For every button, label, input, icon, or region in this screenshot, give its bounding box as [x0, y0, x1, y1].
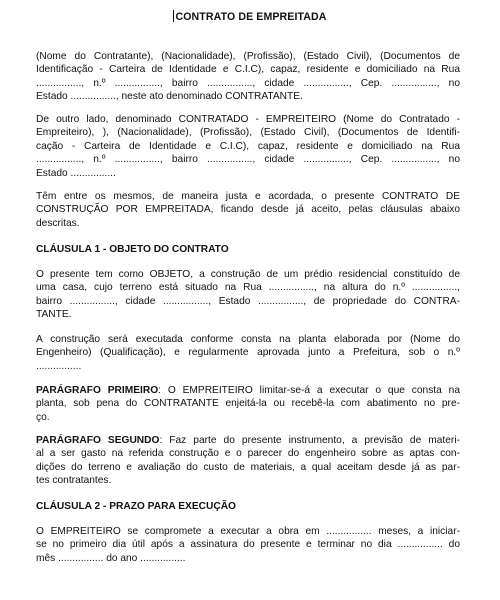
clause-2-heading: CLÁUSULA 2 - PRAZO PARA EXECUÇÃO: [36, 501, 236, 512]
first-paragraph-clause: PARÁGRAFO PRIMEIRO: O EMPREITEIRO limitar-se-á a executar o que consta na planta, sob pena do CONTRATANTE enjeitá-la ou recebê-la com abatimento no pre- ço.: [36, 385, 460, 423]
contratado-paragraph: De outro lado, denominado CONTRATADO - EMPREITEIRO (Nome do Contratado - Empreiteiro), ), (Nacionalidade), (Profissão), (Estado Civil), (Documentos de Identifi- cação - Carteira de Identidade e C.I.C), capaz, residente e domiciliado na Rua ................, n.º ................, bairro ................, cidade ................, Cep. ................, no Estado ................: [36, 114, 460, 179]
contratante-paragraph: (Nome do Contratante), (Nacionalidade), (Profissão), (Estado Civil), (Documentos de Identificação - Carteira de Identidade e C.I.C), capaz, residente e domiciliado na Rua ................, n.º ................, bairro ................, cidade ................, Cep. ................, no Estado ................, neste ato denominado CONTRATANTE.: [36, 51, 460, 103]
document-title: CONTRATO DE EMPREITADA: [175, 11, 327, 23]
second-paragraph-label: PARÁGRAFO SEGUNDO: [36, 435, 160, 446]
construction-plan-paragraph: A construção será executada conforme consta na planta elaborada por (Nome do Engenheiro) (Qualificação), e regularmente aprovada junto a Prefeitura, sob o n.º ................: [36, 334, 460, 372]
second-paragraph-clause: PARÁGRAFO SEGUNDO: Faz parte do presente instrumento, a previsão de materi- al a ser gasto na referida construção e o parecer do engenheiro sobre as aptas con- dições do terreno e avaliação do custo de materiais, a qual aceitam desde já as par- tes contratantes.: [36, 435, 460, 487]
clause-1-heading: CLÁUSULA 1 - OBJETO DO CONTRATO: [36, 244, 229, 255]
first-paragraph-label: PARÁGRAFO PRIMEIRO: [36, 385, 159, 396]
deadline-paragraph: O EMPREITEIRO se compromete a executar a obra em ................ meses, a iniciar- se no primeiro dia útil após a assinatura do presente e terminar no dia ................ do mês ................ do ano ................: [36, 526, 460, 564]
object-paragraph: O presente tem como OBJETO, a construção de um prédio residencial constituído de uma casa, cujo terreno está situado na Rua ................, na altura do n.º ................, bairro ................, cidade ................, Estado ................, de propriedade do CONTRA- TANTE.: [36, 269, 460, 321]
agreement-paragraph: Têm entre os mesmos, de maneira justa e acordada, o presente CONTRATO DE CONSTRUÇÃO POR EMPREITADA, ficando desde já aceito, pelas cláusulas abaixo descritas.: [36, 191, 460, 229]
